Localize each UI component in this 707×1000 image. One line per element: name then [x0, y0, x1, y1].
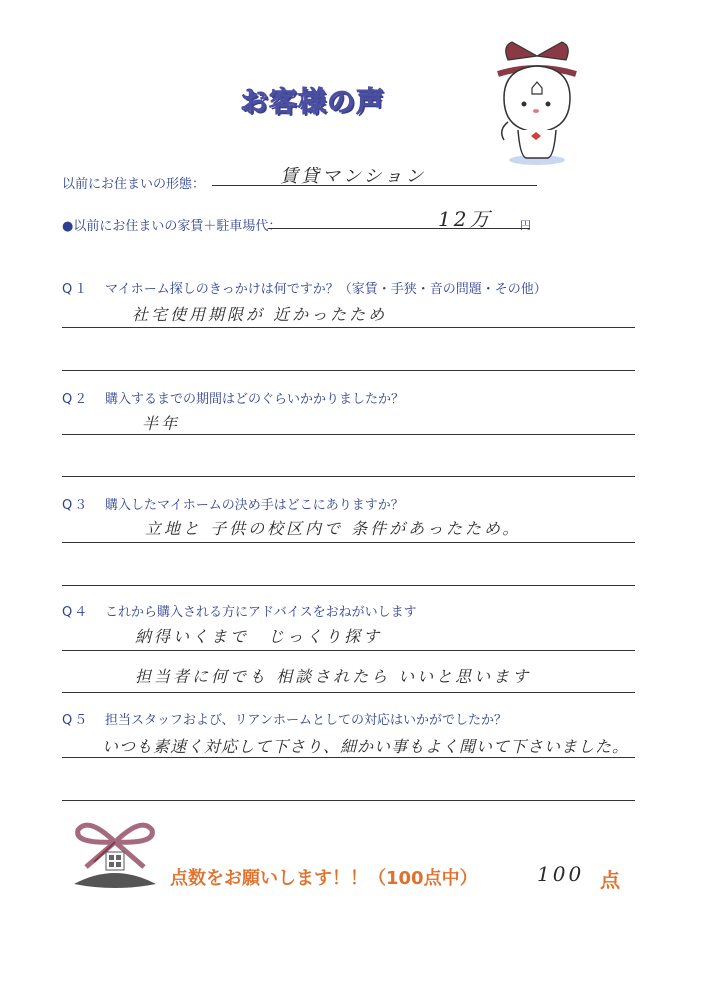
- q5-line-2: [62, 800, 635, 801]
- q3-text: 購入したマイホームの決め手はどこにありますか？: [105, 498, 404, 513]
- prev-type-label: 以前にお住まいの形態：: [62, 177, 206, 192]
- page-title: お客様の声: [240, 85, 386, 118]
- prev-type-line: [212, 185, 537, 186]
- q2-text: 購入するまでの期間はどのぐらいかかりましたか？: [105, 392, 405, 407]
- rent-value: 12万: [438, 207, 493, 231]
- rent-line: [268, 228, 530, 229]
- q4-text: これから購入される方にアドバイスをおねがいします: [105, 605, 417, 620]
- q1-line-2: [62, 370, 635, 371]
- q1-line-1: [62, 327, 635, 328]
- q1-text: マイホーム探しのきっかけは何ですか？（家賃・手狭・音の問題・その他）: [105, 282, 547, 297]
- q4-line-1: [62, 650, 635, 651]
- q2-line-1: [62, 434, 635, 435]
- q2-line-2: [62, 476, 635, 477]
- q5-answer: いつも素速く対応して下さり、細かい事もよく聞いて下さいました。: [102, 737, 630, 756]
- q4-answer-1: 納得いくまで じっくり探す: [135, 627, 383, 646]
- score-label: 点数をお願いします！！（100点中）: [170, 868, 478, 889]
- q5-number: Q５: [62, 713, 90, 728]
- q3-answer: 立地と 子供の校区内で 条件があったため。: [145, 519, 522, 538]
- q4-number: Q４: [62, 605, 90, 620]
- mascot-illustration: [490, 38, 585, 168]
- score-unit: 点: [600, 868, 620, 892]
- q1-answer: 社宅使用期限が 近かったため: [132, 305, 388, 324]
- prev-type-value: 賃貸マンション: [280, 166, 427, 187]
- q4-answer-2: 担当者に何でも 相談されたら いいと思います: [135, 667, 532, 686]
- q1-number: Q１: [62, 282, 90, 297]
- rent-unit: 円: [520, 219, 531, 232]
- house-ribbon-icon: [68, 812, 163, 897]
- score-value: 100: [537, 862, 585, 886]
- q4-line-2: [62, 692, 635, 693]
- q3-line-2: [62, 585, 635, 586]
- q2-answer: 半年: [142, 414, 181, 433]
- q5-line-1: [62, 757, 635, 758]
- q2-number: Q２: [62, 392, 90, 407]
- q5-text: 担当スタッフおよび、リアンホームとしての対応はいかがでしたか？: [105, 713, 507, 728]
- q3-number: Q３: [62, 498, 90, 513]
- rent-label: ●以前にお住まいの家賃＋駐車場代：: [62, 219, 282, 234]
- q3-line-1: [62, 542, 635, 543]
